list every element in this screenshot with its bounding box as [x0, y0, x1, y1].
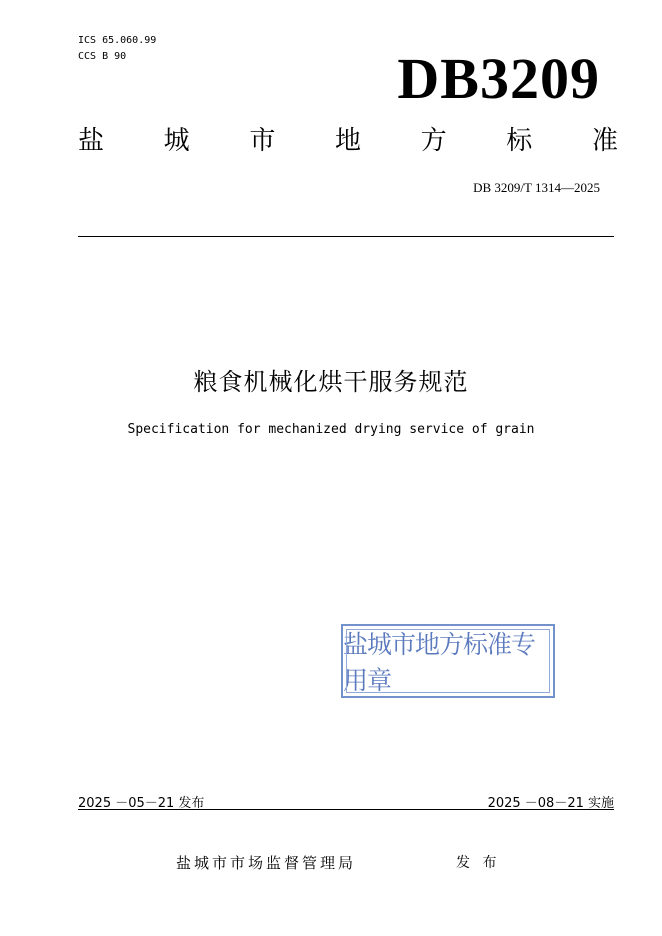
- standard-type-char: 准: [591, 126, 618, 156]
- standard-type-heading: [78, 128, 618, 154]
- standard-number: DB 3209/T 1314—2025: [473, 180, 600, 195]
- standard-type-char: 城: [163, 126, 190, 156]
- standard-type-char: 市: [249, 126, 276, 156]
- implement-date: 2025 －08－21 实施: [487, 796, 614, 811]
- issuing-authority: 盐城市市场监督管理局: [176, 854, 357, 872]
- standard-type-char: 方: [420, 126, 447, 156]
- standard-mark: DB3209: [397, 46, 600, 111]
- issue-date: 2025 －05－21 发布: [78, 796, 205, 811]
- stamp-inner-border: [346, 629, 550, 693]
- ccs-code: CCS B 90: [78, 51, 127, 62]
- document-title-en: Specification for mechanized drying service of grain: [127, 422, 535, 437]
- standard-type-char: 地: [334, 126, 361, 156]
- official-stamp: [341, 624, 555, 698]
- ics-code: ICS 65.060.99: [78, 35, 157, 46]
- standard-type-char: 盐: [78, 126, 105, 156]
- header-divider: [78, 236, 614, 237]
- stamp-text: 盐城市地方标准专用章: [343, 630, 536, 695]
- publish-label: 发 布: [456, 855, 501, 871]
- document-title-zh: 粮食机械化烘干服务规范: [193, 368, 469, 396]
- footer-divider: [78, 809, 614, 810]
- standard-type-char: 标: [506, 126, 533, 156]
- classification-codes: [78, 33, 156, 65]
